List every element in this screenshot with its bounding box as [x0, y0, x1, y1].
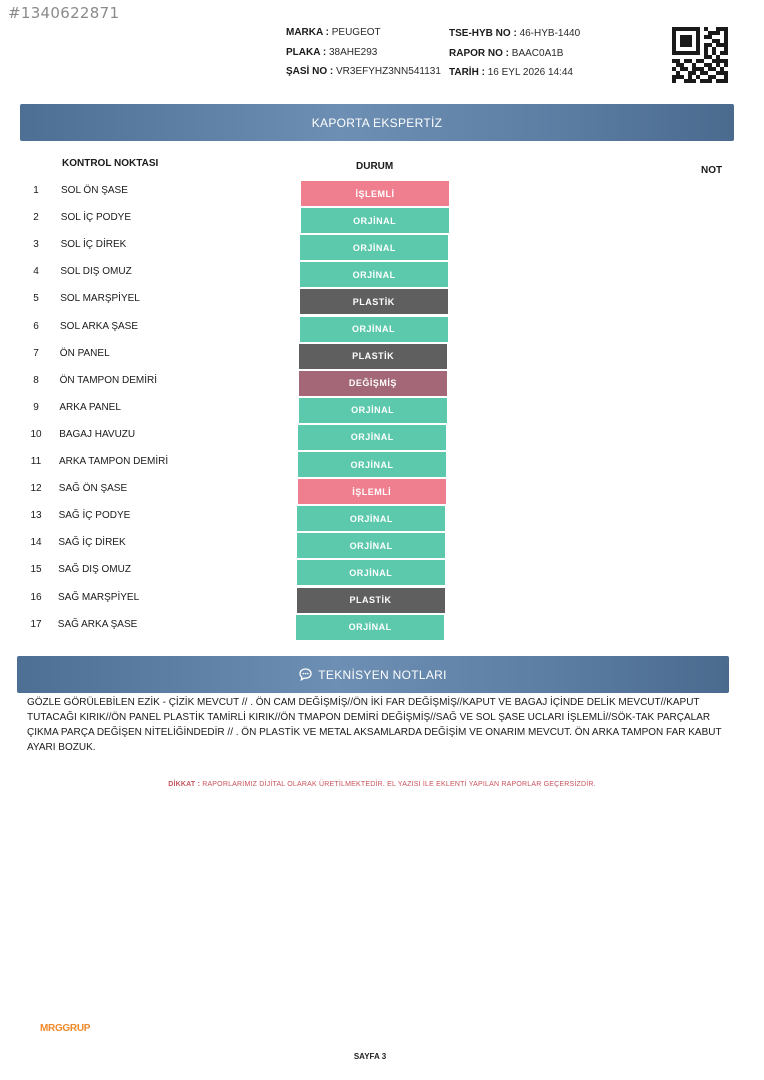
row-number: 15: [30, 564, 42, 576]
warning-notice: DİKKAT : RAPORLARIMIZ DİJİTAL OLARAK ÜRETİLMEKTEDİR. EL YAZISI İLE EKLENTİ YAPILAN RAPORLAR GEÇERSİZDİR.: [168, 781, 596, 788]
section-title-band: [20, 104, 734, 141]
technician-notes-text: GÖZLE GÖRÜLEBİLEN EZİK - ÇİZİK MEVCUT // . ÖN CAM DEĞİŞMİŞ//ÖN İKİ FAR DEĞİŞMİŞ//KAPUT VE BAGAJ İÇİNDE DELİK MEVCUT//KAPUT TUTACAĞI KIRIK//ÖN PANEL PLASTİK TAMİRLİ KIRIK//ÖN TMAPON DEMİRİ DEĞİŞMİŞ//SAĞ VE SOL ŞASE UCLARI İŞLEMLİ//SÖK-TAK PARÇALAR ÇIKMA PARÇA DEĞİŞEN NİTELİĞİNDEDİR // . ÖN PLASTİK VE METAL AKSAMLARDA DEĞİŞİM VE ONARIM MEVCUT. ÖN ARKA TAMPON FAR KABUT AYARI BOZUK.: [27, 697, 722, 753]
row-label: SAĞ DIŞ OMUZ: [58, 564, 131, 576]
status-badge: ORJİNAL: [299, 398, 447, 423]
status-badge: ORJİNAL: [296, 615, 444, 640]
status-badge: İŞLEMLİ: [298, 479, 446, 504]
status-badge: ORJİNAL: [300, 317, 448, 342]
status-badge: PLASTİK: [300, 289, 448, 314]
row-label: SOL DIŞ OMUZ: [60, 266, 132, 278]
status-badge: ORJİNAL: [297, 560, 445, 585]
notes-title: TEKNİSYEN NOTLARI: [318, 667, 447, 682]
row-number: 5: [33, 293, 39, 305]
status-badge: ORJİNAL: [297, 506, 445, 531]
status-badge: ORJİNAL: [298, 452, 446, 477]
row-label: SAĞ İÇ PODYE: [58, 510, 131, 522]
row-number: 12: [30, 483, 42, 495]
page-number: SAYFA 3: [353, 1052, 387, 1061]
row-label: SAĞ İÇ DİREK: [58, 537, 126, 549]
status-badge: ORJİNAL: [298, 425, 446, 450]
row-number: 14: [30, 537, 42, 549]
header-tse: TSE-HYB NO : 46-HYB-1440: [449, 28, 581, 39]
row-label: ÖN TAMPON DEMİRİ: [59, 374, 158, 386]
notes-title-band: [17, 656, 729, 693]
row-label: SOL ARKA ŞASE: [60, 320, 139, 332]
row-number: 7: [33, 347, 39, 359]
row-label: BAGAJ HAVUZU: [59, 428, 136, 440]
row-number: 4: [33, 266, 39, 278]
header-date: TARİH : 16 EYL 2026 14:44: [449, 67, 573, 78]
row-number: 16: [30, 591, 42, 603]
row-number: 10: [30, 428, 42, 440]
row-label: SAĞ ÖN ŞASE: [58, 483, 128, 495]
column-header-status: DURUM: [356, 161, 394, 172]
header-report-no: RAPOR NO : BAAC0A1B: [449, 48, 564, 59]
row-number: 6: [33, 320, 39, 332]
header-brand: MARKA : PEUGEOT: [286, 27, 381, 38]
section-title: KAPORTA EKSPERTİZ: [311, 115, 443, 130]
status-badge: İŞLEMLİ: [301, 181, 449, 206]
company-logo: MRGGRUP: [40, 1023, 91, 1034]
row-label: ARKA PANEL: [59, 401, 121, 413]
row-label: SAĞ ARKA ŞASE: [57, 618, 138, 630]
status-badge: DEĞİŞMİŞ: [299, 371, 447, 396]
header-chassis: ŞASİ NO : VR3EFYHZ3NN541131: [286, 66, 441, 77]
row-number: 11: [30, 456, 42, 467]
status-badge: ORJİNAL: [301, 208, 449, 233]
column-header-point: KONTROL NOKTASI: [62, 158, 159, 169]
row-number: 1: [33, 185, 39, 196]
row-number: 8: [33, 374, 39, 386]
chat-bubble-icon: [299, 668, 312, 681]
row-label: SAĞ MARŞPİYEL: [58, 591, 140, 603]
row-label: SOL ÖN ŞASE: [61, 185, 128, 196]
listing-id: #1340622871: [8, 4, 120, 22]
row-number: 9: [33, 401, 39, 413]
row-number: 2: [33, 212, 39, 224]
row-number: 13: [30, 510, 42, 522]
row-number: 17: [30, 618, 42, 630]
row-label: SOL MARŞPİYEL: [60, 293, 140, 305]
status-badge: PLASTİK: [297, 588, 445, 613]
row-label: ÖN PANEL: [59, 347, 110, 359]
row-label: SOL İÇ DİREK: [60, 239, 127, 251]
row-label: SOL İÇ PODYE: [60, 212, 132, 224]
status-badge: ORJİNAL: [300, 262, 448, 287]
column-header-note: NOT: [701, 165, 723, 176]
status-badge: ORJİNAL: [300, 235, 448, 260]
row-number: 3: [33, 239, 39, 251]
header-plate: PLAKA : 38AHE293: [286, 47, 378, 58]
row-label: ARKA TAMPON DEMİRİ: [59, 456, 169, 467]
status-badge: PLASTİK: [299, 344, 447, 369]
status-badge: ORJİNAL: [297, 533, 445, 558]
qr-code: [672, 27, 728, 83]
